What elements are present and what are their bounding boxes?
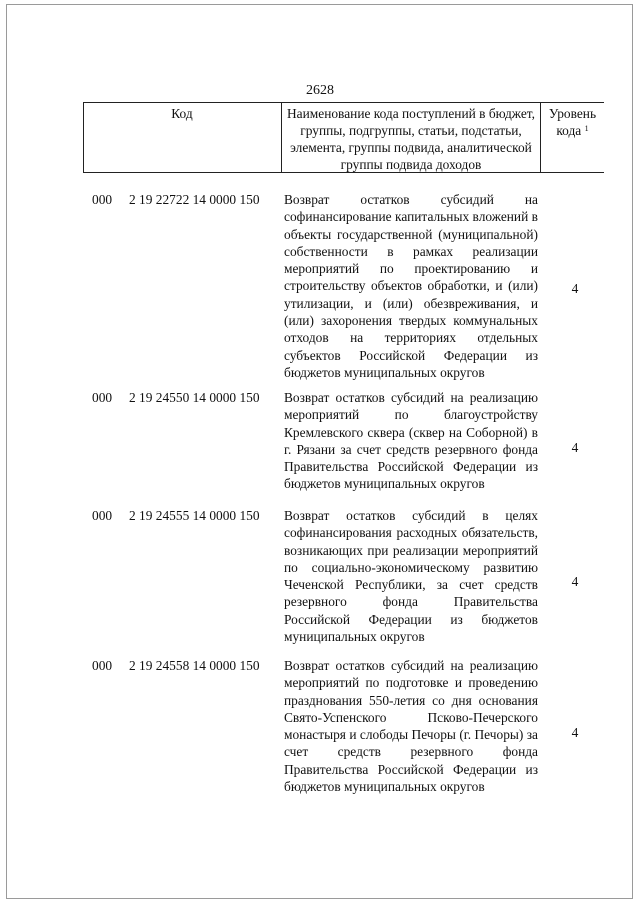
column-header-name: Наименование кода поступлений в бюджет, группы, подгруппы, статьи, подстатьи, элемента, группы подвида, аналитической группы подвида доходов xyxy=(287,106,535,172)
code-level: 4 xyxy=(571,440,579,455)
revenue-code: 2 19 24550 14 0000 150 xyxy=(129,390,260,405)
code-level: 4 xyxy=(571,281,579,296)
revenue-description: Возврат остатков субсидий на реализацию мероприятий по подготовке и проведению празднования 550-летия со дня основания Свято-Успенского Псково-Печерского монастыря и слободы Печоры (г. Печоры) за счет средств резервного фонда Правительства Российской Федерации из бюджетов муниципальных округов xyxy=(284,658,538,795)
revenue-code: 2 19 24555 14 0000 150 xyxy=(129,508,260,523)
revenue-description: Возврат остатков субсидий на реализацию мероприятий по благоустройству Кремлевского сквера (сквер на Соборной) в г. Рязани за счет средств резервного фонда Правительства Российской Федерации из бюджетов муниципальных округов xyxy=(284,390,538,492)
column-header-code: Код xyxy=(171,106,193,121)
page-number: 2628 xyxy=(306,83,334,98)
footnote-marker: 1 xyxy=(584,124,589,133)
admin-code: 000 xyxy=(92,390,113,405)
admin-code: 000 xyxy=(92,192,113,207)
revenue-description: Возврат остатков субсидий на софинансирование капитальных вложений в объекты государственной (муниципальной) собственности в рамках реализации мероприятий по проектированию и строительству объектов обработки, и (или) утилизации, и (или) обезвреживания, и (или) захоронения твердых коммунальных отходов на территориях отдельных субъектов Российской Федерации из бюджетов муниципальных округов xyxy=(284,192,538,380)
column-header-level xyxy=(541,105,604,139)
code-level: 4 xyxy=(571,725,579,740)
admin-code: 000 xyxy=(92,508,113,523)
code-level: 4 xyxy=(571,574,579,589)
revenue-code: 2 19 22722 14 0000 150 xyxy=(129,192,260,207)
admin-code: 000 xyxy=(92,658,113,673)
header-top-rule xyxy=(83,102,604,103)
revenue-code: 2 19 24558 14 0000 150 xyxy=(129,658,260,673)
table-header xyxy=(83,102,604,173)
column-header-level-label: Уровень кода xyxy=(548,106,597,138)
revenue-description: Возврат остатков субсидий в целях софинансирования расходных обязательств, возникающих при реализации мероприятий по социально-экономическому развитию Чеченской Республики, за счет средств резервного фонда Правительства Российской Федерации из бюджетов муниципальных округов xyxy=(284,508,538,645)
